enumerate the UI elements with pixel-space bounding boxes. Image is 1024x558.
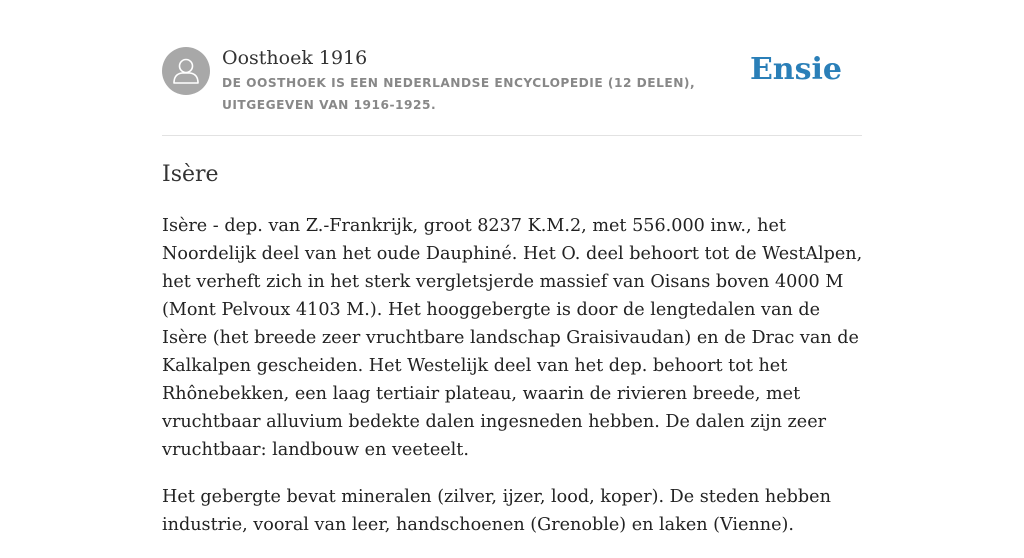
person-outline-icon — [162, 47, 210, 95]
article-paragraph: Isère - dep. van Z.-Frankrijk, groot 8237 K.M.2, met 556.000 inw., het Noordelijk deel van het oude Dauphiné. Het O. deel behoort tot de WestAlpen, het verheft zich in het sterk vergletsjerde massief van Oisans boven 4000 M (Mont Pelvoux 4103 M.). Het hooggebergte is door de lengtedalen van de Isère (het breede zeer vruchtbare landschap Graisivaudan) en de Drac van de Kalkalpen gescheiden. Het Westelijk deel van het dep. behoort tot het Rhônebekken, een laag tertiair plateau, waarin de rivieren breede, met vruchtbaar alluvium bedekte dalen ingesneden hebben. De dalen zijn zeer vruchtbaar: landbouw en veeteelt. — [162, 216, 863, 460]
article-body — [162, 212, 866, 558]
source-header — [162, 46, 862, 118]
header-divider — [162, 135, 862, 136]
ensie-logo[interactable]: Ensie — [749, 52, 842, 87]
user-avatar-icon[interactable] — [162, 47, 210, 95]
article-paragraph: Het gebergte bevat mineralen (zilver, ijzer, lood, koper). De steden hebben industrie, vooral van leer, handschoenen (Grenoble) en laken (Vienne). — [162, 487, 831, 535]
source-name[interactable]: Oosthoek 1916 — [222, 47, 368, 69]
article-title: Isère — [162, 162, 219, 187]
source-description: DE OOSTHOEK IS EEN NEDERLANDSE ENCYCLOPEDIE (12 DELEN), UITGEGEVEN VAN 1916-1925. — [222, 76, 696, 112]
